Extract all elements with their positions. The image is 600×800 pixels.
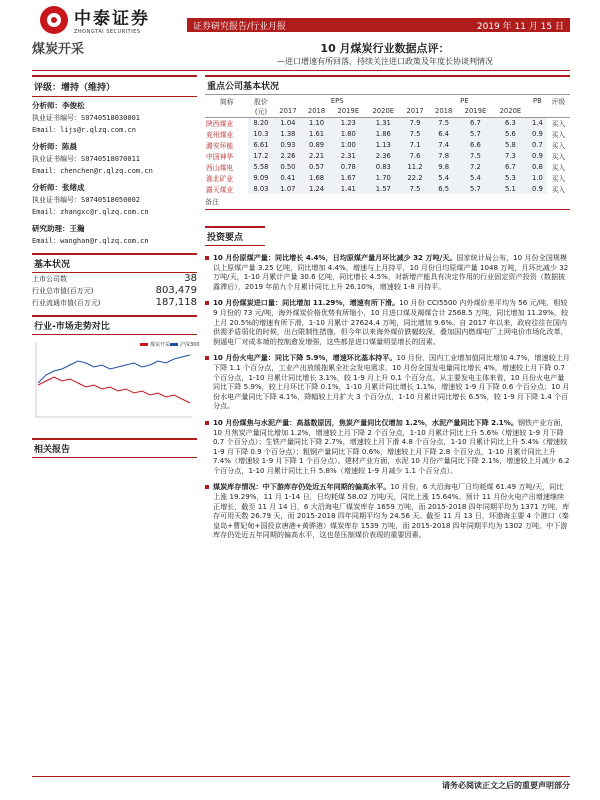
coal-line [38, 377, 190, 403]
main-content [205, 75, 570, 540]
table-row [205, 172, 570, 183]
table-row [205, 139, 570, 150]
point-body: 10 月份 CCI5500 内外煤价差平均为 56 元/吨，相较 9 月份的 73 元/吨，海外煤炭价格优势有所缩小，10 月进口煤及褐煤合计 2568.5 万吨，同比增加 11.29%，较上月 20.5%的增速有所下滑，1-10 月累计 27624.4 万吨，同比增加 9.6%。自 2017 年以来，政府往往在国内供需矛盾弱化的时候，出台限制性措施，但今年以来海外煤价跌幅较深，叠加国内燃煤电厂上网电价市场化改革，倒逼电厂对成本端的控制愈发增强，这些都是进口煤量明显增长的因素。 [213, 298, 569, 346]
table-cell: 5.8 [493, 139, 528, 150]
company-logo [40, 4, 150, 35]
table-cell: 7.3 [493, 150, 528, 161]
table-cell: 5.7 [458, 183, 493, 194]
table-cell: 6.3 [493, 117, 528, 128]
table-cell: 买入 [551, 185, 566, 194]
point-body: 10 月份，国内工业增加值同比增加 4.7%，增速较上月下降 1.1 个百分点，工业产出放缓拖累全社会发电需求，10 月份全国发电量同比增长 4%，增速较上月下降 0.7 个百分点，1-10 月累计同比增长 3.1%，较 1-9 月上升 0.1 个百分点。从主要发电主体来看，10 月份火电产量同比下降 5.9%，较上月环比下降 0.1%，1-10 月累计同比增长 1.1%，增速较 1-9 月下降 0.6 个百分点；10 月份水电产量同比下降 4.1%，降幅较上月扩大 3 个百分点，1-10 月累计同比增长 6.5%，较 1-9 月下降 1.4 个百分点。 [213, 353, 570, 411]
table-cell: 7.5 [401, 128, 430, 139]
table-cell: 9.09 [248, 172, 273, 183]
table-cell: 1.23 [331, 117, 366, 128]
table-cell: 0.8 [528, 161, 547, 172]
table-cell: 1.61 [302, 128, 331, 139]
table-cell: 买入 [551, 163, 566, 172]
table-cell: 1.13 [366, 139, 401, 150]
table-cell: 1.68 [302, 172, 331, 183]
basic-info-row [32, 273, 197, 285]
table-note: 备注 [205, 197, 570, 210]
table-cell: 8.20 [248, 117, 273, 128]
logo-cn: 中泰证券 [74, 9, 150, 29]
investment-points [205, 253, 570, 540]
basic-info-label: 行业流通市值(百万元) [32, 299, 101, 307]
analyst-email[interactable]: Email：zhangxc@r.qlzq.com.cn [32, 208, 149, 216]
table-cell: 11.2 [401, 161, 430, 172]
analyst-name: 王瀚 [69, 224, 85, 233]
basic-info [32, 273, 197, 309]
rating: 评级：增持（维持） [32, 75, 197, 97]
table-cell: 1.4 [528, 117, 547, 128]
table-cell: 9.8 [429, 161, 458, 172]
investment-point [205, 482, 570, 540]
table-cell: 1.24 [302, 183, 331, 194]
legend-swatch-coal [140, 343, 148, 346]
col-price: 股价 [254, 97, 268, 106]
subcol-pe-2020e: 2020E [499, 107, 522, 116]
table-cell: 17.2 [248, 150, 273, 161]
table-cell: 买入 [551, 130, 566, 139]
analyst-role-line [32, 223, 197, 235]
subcol-pe-2018: 2018 [435, 107, 453, 116]
subcol-blank [205, 106, 248, 117]
company-name-cell: 西山煤电 [206, 163, 234, 172]
table-row [205, 161, 570, 172]
basic-info-heading: 基本状况 [32, 253, 197, 273]
table-cell: 1.67 [331, 172, 366, 183]
analyst-block [32, 141, 197, 177]
basic-info-value: 38 [184, 273, 197, 284]
table-cell: 1.38 [274, 128, 303, 139]
point-lead: 10 月份煤炭进口量：同比增加 11.29%，增速有所下滑。 [213, 298, 400, 308]
table-cell: 22.2 [401, 172, 430, 183]
table-cell: 5.7 [458, 128, 493, 139]
point-lead: 10 月份煤焦与水泥产量：高基数原因，焦炭产量同比仅增加 1.2%，水泥产量同比下降 2.1%。 [213, 417, 518, 427]
investment-point [205, 418, 570, 476]
table-cell: 7.9 [401, 117, 430, 128]
table-cell: 2.21 [302, 150, 331, 161]
subcol-unit: (元) [254, 108, 267, 117]
analyst-email[interactable]: Email：lijs@r.qlzq.com.cn [32, 126, 136, 134]
investment-points-heading: 投资要点 [205, 226, 265, 246]
point-lead: 10 月份原煤产量：同比增长 4.4%，日均原煤产量月环比减少 32 万吨/天。 [213, 253, 457, 262]
analyst-role: 分析师： [32, 101, 62, 110]
table-cell: 7.4 [429, 139, 458, 150]
table-cell: 0.50 [274, 161, 303, 172]
subcol-pe-2019e: 2019E [464, 107, 487, 116]
subcol-eps-2019e: 2019E [337, 107, 360, 116]
table-cell: 7.5 [401, 183, 430, 194]
table-cell: 6.7 [493, 161, 528, 172]
point-lead: 10 月份火电产量：同比下降 5.9%，增速环比基本持平。 [213, 353, 397, 363]
col-name: 简称 [219, 97, 234, 106]
table-cell: 0.7 [528, 139, 547, 150]
report-category: 证券研究报告/行业月报 [193, 21, 287, 32]
company-table-heading: 重点公司基本状况 [205, 75, 570, 95]
table-cell: 5.4 [429, 172, 458, 183]
basic-info-label: 行业总市值(百万元) [32, 287, 94, 295]
analyst-role-line [32, 141, 197, 153]
analyst-list [32, 100, 197, 247]
table-cell: 1.04 [274, 117, 303, 128]
report-subtitle: —进口增速有所回落，持续关注进口政策及年度长协谈判情况 [277, 57, 493, 66]
table-cell: 0.83 [366, 161, 401, 172]
table-cell: 7.5 [429, 117, 458, 128]
logo-mark-icon [40, 6, 68, 34]
table-cell: 0.9 [528, 150, 547, 161]
report-date: 2019 年 11 月 15 日 [476, 21, 564, 32]
analyst-role: 分析师： [32, 142, 62, 151]
subcol-eps-2018: 2018 [307, 107, 326, 116]
company-name-cell: 陕西煤业 [206, 119, 234, 128]
legend-label-hs300: 沪深300 [180, 342, 200, 348]
related-reports-heading: 相关报告 [32, 438, 197, 458]
basic-info-row [32, 297, 197, 309]
table-cell: 6.4 [429, 128, 458, 139]
table-cell: 1.0 [528, 172, 547, 183]
company-name-cell: 露天煤业 [206, 185, 234, 194]
table-cell: 0.89 [302, 139, 331, 150]
company-table [205, 95, 570, 194]
company-table-body [205, 117, 570, 194]
subcol-blank-rating [547, 106, 570, 117]
table-cell: 7.1 [401, 139, 430, 150]
table-cell: 1.00 [331, 139, 366, 150]
table-cell: 2.31 [331, 150, 366, 161]
analyst-cert: 执业证书编号：S0740518030001 [32, 114, 141, 122]
market-chart [32, 337, 200, 432]
table-row [205, 150, 570, 161]
analyst-block [32, 223, 197, 247]
table-cell: 2.26 [274, 150, 303, 161]
market-chart-svg [32, 337, 200, 432]
point-lead: 煤炭库存情况：中下游库存仍处近五年同期的偏高水平。 [213, 482, 391, 492]
table-cell: 8.03 [248, 183, 273, 194]
table-cell: 6.7 [458, 117, 493, 128]
left-sidebar [32, 75, 200, 458]
company-name-cell: 兖州煤业 [206, 130, 234, 139]
table-cell: 1.41 [331, 183, 366, 194]
table-cell: 2.36 [366, 150, 401, 161]
sector-name: 煤炭开采 [32, 42, 85, 57]
point-body: 10 月份，6 大沿海电厂日均耗煤 61.49 万吨/天，同比上涨 19.29%，11 月 1-14 日，日均耗煤 58.02 万吨/天，同比上涨 15.64%。预计 11 月份火电产出增速继续正增长，截至 11 月 14 日，6 大沿海电厂煤炭库存 1659 万吨，而 2015-2018 四年同期平均为 1371 万吨，库存可用天数 26.79 天，而 2015-2018 四年同期平均为 24.56 天。截至 11 月 13 日，环渤海主要 4 个港口（秦皇岛+曹妃甸+国投京唐港+黄骅港）煤炭库存 1539 万吨，而 2015-2018 四年同期平均为 1302 万吨。中下游库存仍处近五年同期的偏高水平，这也是压制煤价表现的重要因素。 [213, 482, 570, 540]
table-cell: 7.8 [429, 150, 458, 161]
table-cell: 买入 [551, 141, 566, 150]
analyst-role-line [32, 182, 197, 194]
analyst-email[interactable]: Email：wanghan@r.qlzq.com.cn [32, 237, 149, 245]
point-body: 国家统计局公布，10 月份全国规模以上原煤产量 3.25 亿吨，同比增加 4.4%，增速与上月持平，10 月份日均原煤产量 1048 万吨，月环比减少 32 万吨/天，1-10 月累计产量 30.6 亿吨，同比增长 4.5%，对新增产能具有决定作用的行业固定资产投资（数据披露滞后），2019 年前九个月累计同比上升 26.10%，增速较 1-8 月持平。 [213, 253, 569, 291]
investment-point [205, 298, 570, 346]
footer-disclaimer: 请务必阅读正文之后的重要声明部分 [442, 781, 570, 790]
analyst-cert: 执业证书编号：S0740518050002 [32, 196, 141, 204]
table-cell: 1.07 [274, 183, 303, 194]
table-cell: 5.4 [458, 172, 493, 183]
table-cell: 买入 [551, 119, 566, 128]
legend-swatch-hs300 [170, 343, 178, 346]
basic-info-value: 803,479 [155, 285, 197, 296]
table-cell: 10.3 [248, 128, 273, 139]
company-name-cell: 中国神华 [206, 152, 234, 161]
table-cell: 0.78 [331, 161, 366, 172]
table-cell: 0.9 [528, 183, 547, 194]
basic-info-label: 上市公司数 [32, 275, 67, 283]
table-cell: 5.58 [248, 161, 273, 172]
table-cell: 1.10 [302, 117, 331, 128]
footer-divider [32, 776, 570, 777]
table-row [205, 183, 570, 194]
table-cell: 0.93 [274, 139, 303, 150]
company-name-cell: 潞安环能 [206, 141, 234, 150]
table-cell: 7.6 [401, 150, 430, 161]
subcol-pe-2017: 2017 [406, 107, 424, 116]
table-row [205, 117, 570, 128]
table-cell: 7.5 [458, 150, 493, 161]
col-pb: PB [532, 96, 542, 105]
col-eps: EPS [330, 96, 344, 105]
table-cell: 1.57 [366, 183, 401, 194]
table-cell: 1.31 [366, 117, 401, 128]
table-cell: 5.3 [493, 172, 528, 183]
subcol-blank-pb [528, 106, 547, 117]
subcol-eps-2017: 2017 [279, 107, 297, 116]
analyst-name: 李俊松 [62, 101, 85, 110]
investment-point [205, 353, 570, 411]
analyst-name: 张绪成 [62, 183, 85, 192]
table-row [205, 128, 570, 139]
table-cell: 1.70 [366, 172, 401, 183]
table-cell: 5.6 [493, 128, 528, 139]
report-title: 10 月煤炭行业数据点评： [320, 42, 450, 55]
table-cell: 6.61 [248, 139, 273, 150]
table-cell: 7.2 [458, 161, 493, 172]
basic-info-row [32, 285, 197, 297]
table-cell: 0.57 [302, 161, 331, 172]
analyst-block [32, 100, 197, 136]
table-cell: 5.1 [493, 183, 528, 194]
table-cell: 0.9 [528, 128, 547, 139]
company-name-cell: 淮北矿业 [206, 174, 234, 183]
analyst-block [32, 182, 197, 218]
analyst-email[interactable]: Email：chenchen@r.qlzq.com.cn [32, 167, 153, 175]
basic-info-value: 187,118 [155, 297, 197, 308]
point-body: 钢铁产业方面，10 月焦炭产量同比增加 1.2%，增速较上月下降 2 个百分点，1-10 月累计同比上升 5.6%（增速较 1-9 月下降 0.7 个百分点）；生铁产量同比下降 2.7%，增速较上月下滑 4.8 个百分点，1-10 月累计同比上升 5.4%（增速较 1-9 月下降 0.9 个百分点）；粗钢产量同比下降 0.6%，增速较上月下降 2.8 个百分点，1-10 月累计同比上升 7.4%（增速较 1-9 月下降 1 个百分点）。建材产业方面，水泥 10 月份产量同比下降 2.1%，增速较上月减少 6.2 个百分点，1-10 月累计同比上升 5.8%（增速较 1-9 月减少 1.1 个百分点）。 [213, 417, 570, 475]
report-category-bar [187, 18, 570, 32]
investment-point [205, 253, 570, 291]
legend-label-coal: 煤炭开采 [150, 342, 171, 348]
hs300-line [38, 355, 190, 383]
analyst-name: 陈晨 [62, 142, 77, 151]
table-cell: 6.6 [458, 139, 493, 150]
table-cell: 6.5 [429, 183, 458, 194]
col-rating: 评级 [551, 97, 566, 106]
analyst-cert: 执业证书编号：S0740518070011 [32, 155, 141, 163]
analyst-role-line [32, 100, 197, 112]
logo-en: ZHONGTAI SECURITIES [74, 29, 141, 35]
title-divider [32, 70, 570, 71]
table-cell: 买入 [551, 174, 566, 183]
market-chart-heading: 行业-市场走势对比 [32, 315, 197, 335]
subcol-eps-2020e: 2020E [372, 107, 395, 116]
table-cell: 0.41 [274, 172, 303, 183]
table-cell: 买入 [551, 152, 566, 161]
table-cell: 1.80 [331, 128, 366, 139]
analyst-role: 研究助理： [32, 224, 70, 233]
table-cell: 1.86 [366, 128, 401, 139]
col-pe: PE [460, 96, 469, 105]
analyst-role: 分析师： [32, 183, 62, 192]
